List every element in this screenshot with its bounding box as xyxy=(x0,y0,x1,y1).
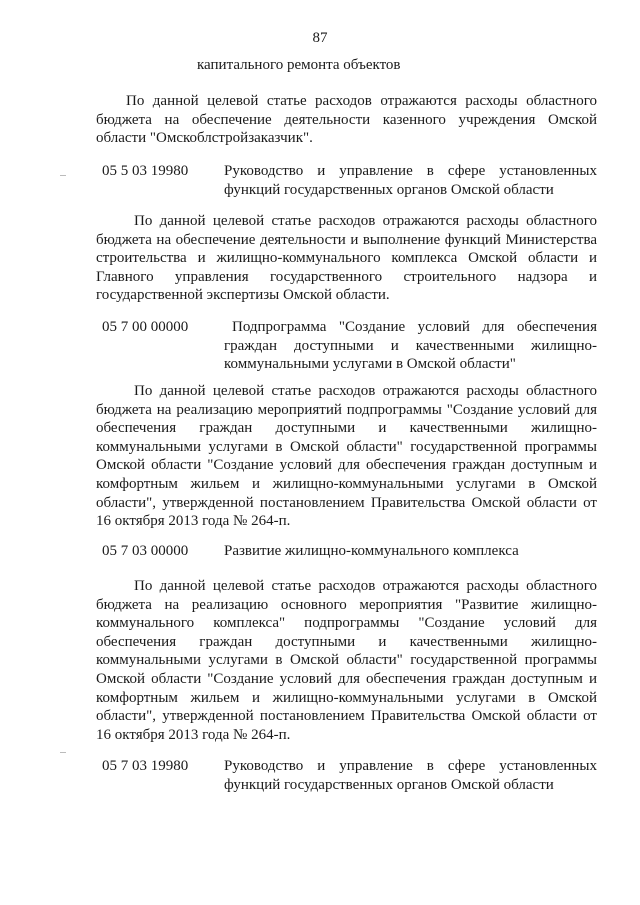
paragraph-line: комфортным жильем и жилищно-коммунальными услугами в Омской xyxy=(96,475,597,492)
budget-item-title xyxy=(224,318,597,374)
paragraph-line: коммунальными услугами в Омской области" государственной программы xyxy=(96,652,597,669)
continuation-line: капитального ремонта объектов xyxy=(197,57,401,73)
paragraph-line: 16 октября 2013 года № 264-п. xyxy=(96,513,291,530)
paragraph-line: По данной целевой статье расходов отражаются расходы областного xyxy=(134,578,597,594)
paragraph-line: области", утвержденной постановлением Правительства Омской области от xyxy=(96,494,597,511)
paragraph-line: Омской области "Создание условий для обеспечения граждан доступным и xyxy=(96,670,597,687)
paragraph-line: По данной целевой статье расходов отражаются расходы областного xyxy=(134,383,597,399)
paragraph-line: коммунального комплекса" подпрограммы "Создание условий для xyxy=(96,615,597,632)
paragraph-line: бюджета на обеспечение деятельности и выполнение функций Министерства xyxy=(96,231,597,248)
paragraph-line: строительства и жилищно-коммунального комплекса Омской области и xyxy=(96,250,597,267)
paragraph xyxy=(96,212,597,305)
paragraph-line: комфортным жильем и жилищно-коммунальными услугами в Омской xyxy=(96,689,597,706)
paragraph-line: бюджета на реализацию мероприятий подпрограммы "Создание условий для xyxy=(96,401,597,418)
page-number: 87 xyxy=(312,30,328,46)
title-line: функций государственных органов Омской области xyxy=(224,776,554,793)
title-line: Руководство и управление в сфере установленных xyxy=(224,758,597,774)
paragraph-line: бюджета на реализацию основного мероприятия "Развитие жилищно- xyxy=(96,596,597,613)
title-line: граждан доступными и качественными жилищно- xyxy=(224,337,597,354)
paragraph-line: Омской области "Создание условий для обеспечения граждан доступным и xyxy=(96,457,597,474)
paragraph-line: По данной целевой статье расходов отражаются расходы областного xyxy=(126,93,597,109)
budget-item-title xyxy=(224,542,597,561)
paragraph xyxy=(96,92,597,148)
paragraph xyxy=(96,577,597,744)
budget-code: 05 5 03 19980 xyxy=(102,163,189,179)
paragraph-line: 16 октября 2013 года № 264-п. xyxy=(96,726,291,743)
title-line: коммунальными услугами в Омской области" xyxy=(224,356,516,373)
paragraph-line: коммунальными услугами в Омской области" государственной программы xyxy=(96,438,597,455)
budget-code: 05 7 00 00000 xyxy=(102,319,189,335)
title-line: Подпрограмма "Создание условий для обеспечения xyxy=(232,319,597,335)
budget-code: 05 7 03 00000 xyxy=(102,543,189,559)
paragraph-line: обеспечения граждан доступными и качественными жилищно- xyxy=(96,420,597,437)
paragraph xyxy=(96,382,597,531)
budget-code: 05 7 03 19980 xyxy=(102,758,189,774)
budget-item-title xyxy=(224,757,597,794)
scan-mark xyxy=(60,175,66,176)
title-line: функций государственных органов Омской области xyxy=(224,181,554,198)
scan-mark xyxy=(60,752,66,753)
paragraph-line: бюджета на обеспечение деятельности казенного учреждения Омской xyxy=(96,111,597,128)
paragraph-line: области", утвержденной постановлением Правительства Омской области от xyxy=(96,708,597,725)
paragraph-line: Главного управления государственного строительного надзора и xyxy=(96,268,597,285)
paragraph-line: По данной целевой статье расходов отражаются расходы областного xyxy=(134,213,597,229)
paragraph-line: государственной экспертизы Омской области. xyxy=(96,287,390,304)
paragraph-line: области "Омскоблстройзаказчик". xyxy=(96,130,313,147)
paragraph-line: обеспечения граждан доступными и качественными жилищно- xyxy=(96,633,597,650)
title-line: Руководство и управление в сфере установленных xyxy=(224,163,597,179)
title-line: Развитие жилищно-коммунального комплекса xyxy=(224,543,519,559)
budget-item-title xyxy=(224,162,597,199)
